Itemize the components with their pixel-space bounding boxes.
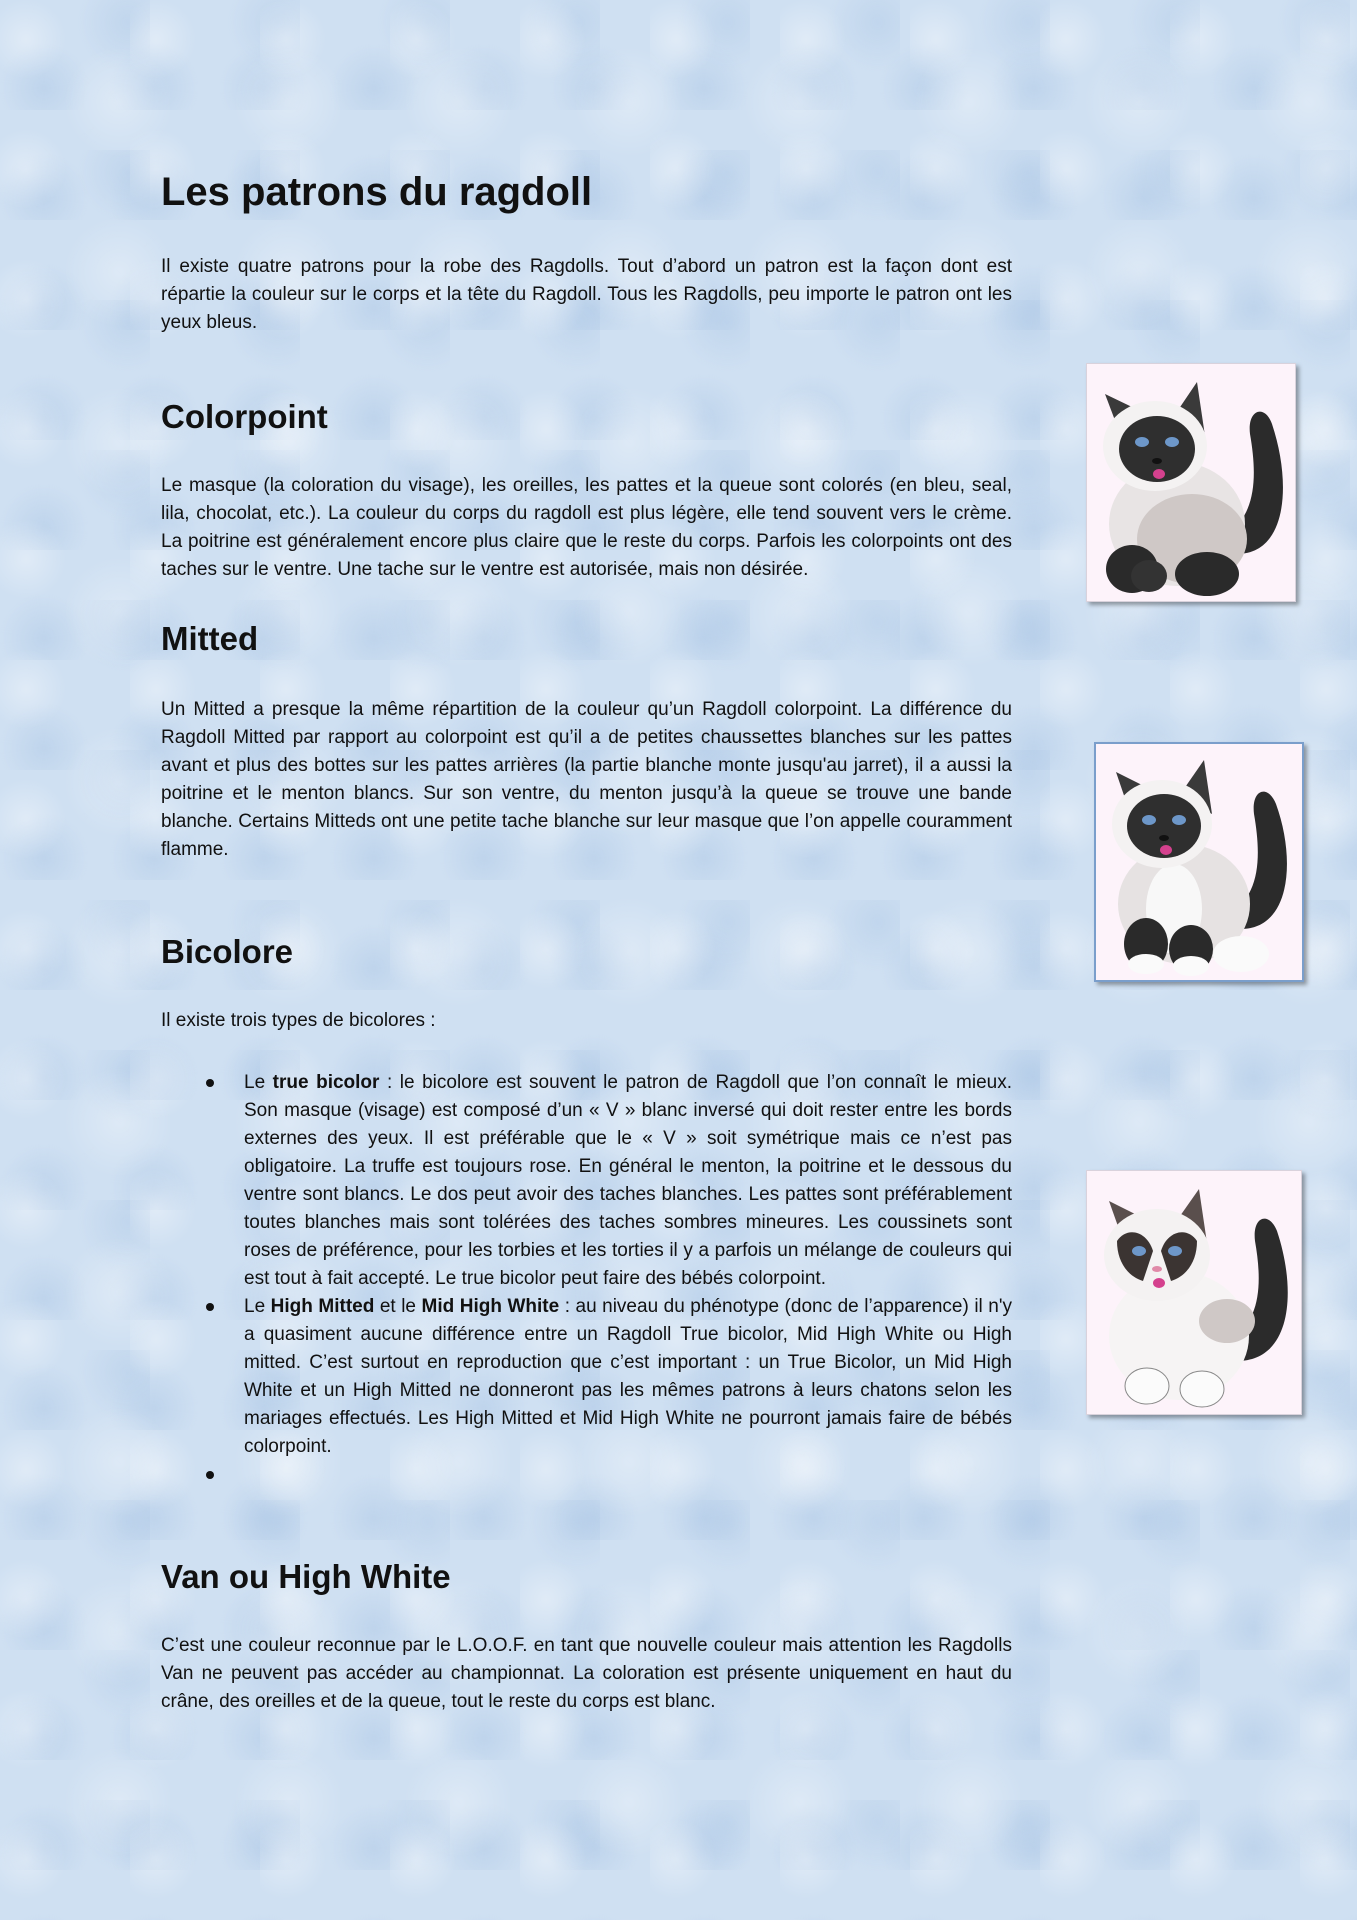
bicolore-list [161, 1069, 1012, 1489]
mitted-cat-illustration-icon [1094, 742, 1304, 982]
list-item [161, 1461, 1012, 1489]
item-text: : le bicolore est souvent le patron de Ragdoll que l’on connaît le mieux. Son masque (visage) est composé d’un « V » blanc inversé qui doit rester entre les bords externes des yeux. Il est préférable que le « V » soit symétrique mais ce n’est pas obligatoire. La truffe est toujours rose. En général le menton, la poitrine et le dessous du ventre sont blancs. Le dos peut avoir des taches blanches. Les pattes sont préférablement toutes blanches mais sont tolérées des taches sombres mineures. Les coussinets sont roses de préférence, pour les torbies et les torties il y a parfois un mélange de couleurs qui est tout à fait accepté. Le true bicolor peut faire des bébés colorpoint. [244, 1072, 1012, 1289]
bullet-icon [206, 1079, 214, 1087]
bicolore-intro: Il existe trois types de bicolores : [161, 1010, 436, 1031]
mitted-paragraph: Un Mitted a presque la même répartition de la couleur qu’un Ragdoll colorpoint. La différence du Ragdoll Mitted par rapport au colorpoint est qu’il a de petites chaussettes blanches sur les pattes avant et plus des bottes sur les pattes arrières (la partie blanche monte jusqu'au jarret), il a aussi la poitrine et le menton blancs. Sur son ventre, du menton jusqu’à la queue se trouve une bande blanche. Certains Mitteds ont une petite tache blanche sur leur masque que l’on appelle couramment flamme. [161, 699, 1012, 860]
item-bold-term: Mid High White [421, 1296, 560, 1317]
item-text: : au niveau du phénotype (donc de l’apparence) il n'y a quasiment aucune différence entre un Ragdoll True bicolor, Mid High White ou High mitted. C’est surtout en reproduction que c’est important : un True Bicolor, un Mid High White et un High Mitted ne donneront pas les mêmes patrons à leurs chatons selon les mariages effectués. Les High Mitted et Mid High White ne pourront jamais faire de bébés colorpoint. [244, 1296, 1012, 1457]
item-text: et le [374, 1296, 422, 1317]
colorpoint-paragraph: Le masque (la coloration du visage), les oreilles, les pattes et la queue sont colorés (en bleu, seal, lila, chocolat, etc.). La couleur du corps du ragdoll est plus légère, elle tend souvent vers le crème. La poitrine est généralement encore plus claire que le reste du corps. Parfois les colorpoints ont des taches sur le ventre. Une tache sur le ventre est autorisée, mais non désirée. [161, 475, 1012, 580]
item-bold-term: true bicolor [272, 1072, 380, 1093]
bullet-icon [206, 1303, 214, 1311]
van-paragraph: C’est une couleur reconnue par le L.O.O.F. en tant que nouvelle couleur mais attention les Ragdolls Van ne peuvent pas accéder au championnat. La coloration est présente uniquement en haut du crâne, des oreilles et de la queue, tout le reste du corps est blanc. [161, 1635, 1012, 1712]
van-heading: Van ou High White [161, 1558, 451, 1595]
mitted-heading: Mitted [161, 620, 259, 657]
intro-paragraph: Il existe quatre patrons pour la robe des Ragdolls. Tout d’abord un patron est la façon dont est répartie la couleur sur le corps et la tête du Ragdoll. Tous les Ragdolls, peu importe le patron ont les yeux bleus. [161, 256, 1012, 333]
page-title: Les patrons du ragdoll [161, 170, 593, 214]
list-item [161, 1293, 1012, 1461]
item-bold-term: High Mitted [270, 1296, 375, 1317]
item-text: Le [244, 1072, 273, 1093]
bicolor-cat-illustration-icon [1086, 1170, 1302, 1415]
list-item [161, 1069, 1012, 1293]
colorpoint-heading: Colorpoint [161, 398, 328, 435]
bicolore-heading: Bicolore [161, 933, 294, 970]
colorpoint-cat-illustration-icon [1086, 363, 1296, 602]
bullet-icon [206, 1471, 214, 1479]
item-text: Le [244, 1296, 271, 1317]
